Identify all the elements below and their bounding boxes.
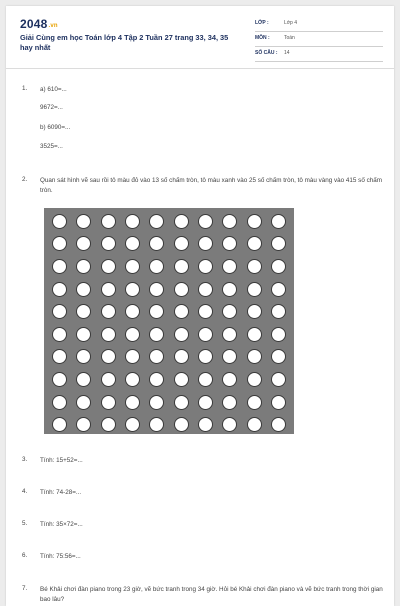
dot-circle[interactable] — [174, 327, 189, 342]
site-logo[interactable] — [20, 17, 58, 31]
dot-circle[interactable] — [247, 417, 262, 432]
dot-circle[interactable] — [271, 417, 286, 432]
dot-circle[interactable] — [222, 282, 237, 297]
dot-circle[interactable] — [101, 349, 116, 364]
dot-circle[interactable] — [247, 259, 262, 274]
question-1-number: 1. — [22, 85, 28, 92]
dot-circle[interactable] — [222, 327, 237, 342]
question-1-line-4: 3525=... — [40, 143, 63, 150]
dot-circle[interactable] — [271, 214, 286, 229]
dot-circle[interactable] — [174, 372, 189, 387]
dot-circle[interactable] — [174, 282, 189, 297]
worksheet-header — [6, 6, 394, 69]
dot-circle[interactable] — [174, 304, 189, 319]
dot-circle[interactable] — [101, 259, 116, 274]
dot-circle[interactable] — [125, 372, 140, 387]
dot-row — [44, 233, 294, 256]
meta-subject — [255, 34, 383, 47]
meta-subject-value: Toán — [284, 35, 295, 41]
dot-circle[interactable] — [222, 349, 237, 364]
dot-circle[interactable] — [271, 236, 286, 251]
dot-circle[interactable] — [76, 214, 91, 229]
meta-count-label: SỐ CÂU : — [255, 50, 278, 56]
dot-row — [44, 323, 294, 346]
dot-circle[interactable] — [271, 327, 286, 342]
dot-circle[interactable] — [76, 349, 91, 364]
question-3-text: Tính: 15+52=... — [40, 457, 83, 464]
dot-circle[interactable] — [198, 214, 213, 229]
dot-circle[interactable] — [125, 349, 140, 364]
dot-circle[interactable] — [52, 304, 67, 319]
dot-circle[interactable] — [271, 395, 286, 410]
dot-circle[interactable] — [76, 304, 91, 319]
dot-row — [44, 278, 294, 301]
question-4-number: 4. — [22, 488, 28, 495]
dot-circle[interactable] — [76, 236, 91, 251]
dot-circle[interactable] — [198, 417, 213, 432]
dot-circle[interactable] — [247, 214, 262, 229]
dot-circle[interactable] — [247, 349, 262, 364]
dot-circle[interactable] — [76, 259, 91, 274]
dot-circle[interactable] — [101, 214, 116, 229]
dot-circle[interactable] — [198, 327, 213, 342]
dot-circle[interactable] — [125, 395, 140, 410]
dot-circle[interactable] — [271, 259, 286, 274]
dot-circle[interactable] — [101, 327, 116, 342]
dot-circle[interactable] — [174, 395, 189, 410]
meta-subject-label: MÔN : — [255, 35, 270, 41]
dot-circle[interactable] — [125, 236, 140, 251]
logo-suffix: .vn — [48, 23, 58, 29]
dot-circle[interactable] — [76, 372, 91, 387]
question-2-number: 2. — [22, 176, 28, 183]
dot-circle[interactable] — [76, 327, 91, 342]
dot-circle[interactable] — [149, 214, 164, 229]
page-title: Giải Cùng em học Toán lớp 4 Tập 2 Tuần 27 trang 33, 34, 35 hay nhất — [20, 33, 229, 52]
dot-circle[interactable] — [149, 349, 164, 364]
dot-circle[interactable] — [125, 282, 140, 297]
question-3-number: 3. — [22, 456, 28, 463]
dot-circle[interactable] — [174, 259, 189, 274]
dot-circle[interactable] — [174, 417, 189, 432]
dot-row — [44, 300, 294, 323]
question-4-text: Tính: 74-28=... — [40, 489, 82, 496]
dot-circle[interactable] — [125, 259, 140, 274]
dot-circle[interactable] — [52, 214, 67, 229]
dot-circle[interactable] — [101, 282, 116, 297]
dot-circle[interactable] — [76, 417, 91, 432]
question-1-line-b: b) 6090=... — [40, 124, 71, 131]
meta-class — [255, 19, 383, 32]
dot-circle[interactable] — [52, 327, 67, 342]
dot-circle[interactable] — [247, 395, 262, 410]
dot-circle[interactable] — [198, 282, 213, 297]
dot-row — [44, 413, 294, 436]
dot-circle[interactable] — [52, 417, 67, 432]
meta-count — [255, 49, 383, 62]
dot-circle[interactable] — [174, 236, 189, 251]
dot-circle[interactable] — [101, 236, 116, 251]
logo-text: 2048 — [20, 17, 48, 31]
dot-circle[interactable] — [198, 372, 213, 387]
dot-circle[interactable] — [198, 349, 213, 364]
meta-class-label: LỚP : — [255, 20, 269, 26]
dot-circle[interactable] — [76, 282, 91, 297]
dot-circle[interactable] — [149, 417, 164, 432]
dot-circle[interactable] — [101, 372, 116, 387]
dot-circle[interactable] — [101, 395, 116, 410]
question-2-text: Quan sát hình vẽ sau rồi tô màu đỏ vào 13 số chấm tròn, tô màu xanh vào 25 số chấm tròn, tô màu vàng vào 415 số chấm tròn. — [40, 177, 382, 194]
dot-circle[interactable] — [222, 214, 237, 229]
dot-circle[interactable] — [222, 236, 237, 251]
dot-circle[interactable] — [222, 395, 237, 410]
dot-circle[interactable] — [271, 372, 286, 387]
dot-circle[interactable] — [247, 236, 262, 251]
dot-row — [44, 391, 294, 414]
dot-row — [44, 255, 294, 278]
dot-circle[interactable] — [149, 236, 164, 251]
question-1-line-2: 9672=... — [40, 104, 63, 111]
dot-circle[interactable] — [198, 259, 213, 274]
dot-circle[interactable] — [174, 214, 189, 229]
dot-circle[interactable] — [149, 282, 164, 297]
dot-circle[interactable] — [222, 304, 237, 319]
meta-class-value: Lớp 4 — [284, 20, 298, 26]
dot-circle[interactable] — [271, 282, 286, 297]
dot-circle[interactable] — [222, 372, 237, 387]
question-7-number: 7. — [22, 585, 28, 592]
dot-circle[interactable] — [198, 236, 213, 251]
dot-circle[interactable] — [125, 214, 140, 229]
dot-circle[interactable] — [198, 304, 213, 319]
dot-circle[interactable] — [76, 395, 91, 410]
meta-count-value: 14 — [284, 50, 290, 56]
dot-circle[interactable] — [247, 304, 262, 319]
dot-circle[interactable] — [149, 327, 164, 342]
question-5-number: 5. — [22, 520, 28, 527]
dot-circle[interactable] — [125, 304, 140, 319]
worksheet-page — [6, 6, 394, 606]
dot-circle[interactable] — [101, 304, 116, 319]
dot-circle[interactable] — [149, 395, 164, 410]
dot-circle[interactable] — [101, 417, 116, 432]
dot-circle[interactable] — [52, 395, 67, 410]
dot-circle[interactable] — [125, 417, 140, 432]
dot-circle[interactable] — [52, 349, 67, 364]
dot-circle[interactable] — [149, 304, 164, 319]
dot-circle[interactable] — [174, 349, 189, 364]
question-6-text: Tính: 75:56=... — [40, 553, 81, 560]
dot-row — [44, 368, 294, 391]
question-6-number: 6. — [22, 552, 28, 559]
dot-grid — [44, 208, 294, 434]
dot-row — [44, 210, 294, 233]
question-7-text: Bé Khải chơi đàn piano trong 23 giờ, vẽ bức tranh trong 34 giờ. Hỏi bé Khải chơi đàn piano và vẽ bức tranh trong thời gian bao lâu? — [40, 586, 383, 603]
dot-circle[interactable] — [198, 395, 213, 410]
dot-circle[interactable] — [222, 417, 237, 432]
dot-circle[interactable] — [247, 372, 262, 387]
dot-circle[interactable] — [125, 327, 140, 342]
question-5-text: Tính: 35×72=... — [40, 521, 83, 528]
dot-circle[interactable] — [52, 282, 67, 297]
dot-circle[interactable] — [149, 372, 164, 387]
dot-circle[interactable] — [271, 304, 286, 319]
dot-circle[interactable] — [52, 372, 67, 387]
dot-circle[interactable] — [247, 327, 262, 342]
question-1-line-a: a) 610=... — [40, 86, 67, 93]
dot-circle[interactable] — [52, 236, 67, 251]
dot-circle[interactable] — [222, 259, 237, 274]
dot-circle[interactable] — [149, 259, 164, 274]
dot-row — [44, 346, 294, 369]
dot-circle[interactable] — [247, 282, 262, 297]
dot-circle[interactable] — [52, 259, 67, 274]
dot-circle[interactable] — [271, 349, 286, 364]
